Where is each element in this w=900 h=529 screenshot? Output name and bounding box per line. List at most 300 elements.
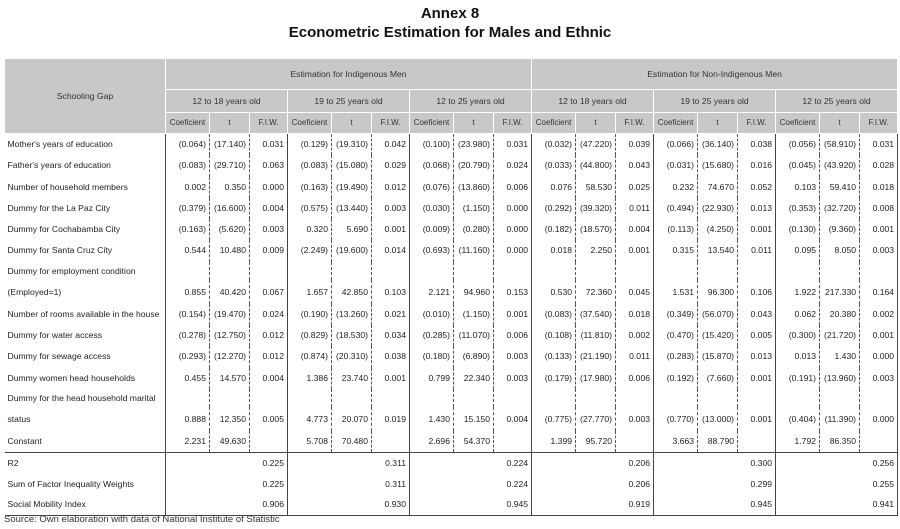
table-cell: (0.113) — [654, 219, 698, 240]
column-header-t: t — [576, 113, 616, 134]
stats-row — [5, 474, 898, 495]
table-row — [5, 262, 898, 280]
table-cell: (0.083) — [532, 304, 576, 325]
table-cell: 0.095 — [776, 240, 820, 261]
table-cell: (0.009) — [410, 219, 454, 240]
table-cell — [860, 389, 898, 407]
table-cell: 0.001 — [372, 219, 410, 240]
table-cell: 0.013 — [738, 198, 776, 219]
table-cell: 0.004 — [250, 198, 288, 219]
table-row — [5, 368, 898, 389]
table-cell: (13.000) — [698, 407, 738, 431]
table-cell — [332, 262, 372, 280]
table-cell: (11.160) — [454, 240, 494, 261]
table-cell: 59.410 — [820, 177, 860, 198]
table-cell: (11.810) — [576, 325, 616, 346]
row-label: status — [5, 407, 166, 431]
table-cell — [410, 262, 454, 280]
table-cell: (0.300) — [776, 325, 820, 346]
table-cell: (21.720) — [820, 325, 860, 346]
table-cell — [494, 389, 532, 407]
stat-value: 0.225 — [166, 474, 288, 495]
table-cell: (47.220) — [576, 134, 616, 156]
table-cell: 0.011 — [616, 346, 654, 367]
table-cell: 1.922 — [776, 280, 820, 304]
table-cell: 5.690 — [332, 219, 372, 240]
table-cell: 58.530 — [576, 177, 616, 198]
table-cell: 4.773 — [288, 407, 332, 431]
table-cell: (0.494) — [654, 198, 698, 219]
annex-subtitle: Econometric Estimation for Males and Ethnic — [288, 24, 612, 41]
table-cell: (20.790) — [454, 155, 494, 176]
table-cell: (1.150) — [454, 198, 494, 219]
table-cell: 20.380 — [820, 304, 860, 325]
table-cell — [776, 389, 820, 407]
table-cell: 0.003 — [616, 407, 654, 431]
table-cell: 0.025 — [616, 177, 654, 198]
table-cell: 0.021 — [372, 304, 410, 325]
stat-label: R2 — [5, 453, 166, 474]
table-cell: (0.163) — [288, 177, 332, 198]
table-cell: 13.540 — [698, 240, 738, 261]
table-cell: (17.980) — [576, 368, 616, 389]
table-cell: (0.770) — [654, 407, 698, 431]
table-cell: 0.530 — [532, 280, 576, 304]
table-cell: 0.031 — [860, 134, 898, 156]
table-cell: 8.050 — [820, 240, 860, 261]
table-cell: (13.860) — [454, 177, 494, 198]
column-header-fiw: F.I.W. — [738, 113, 776, 134]
table-row — [5, 134, 898, 156]
table-cell: (0.031) — [654, 155, 698, 176]
table-cell: (37.540) — [576, 304, 616, 325]
stat-value: 0.255 — [776, 474, 898, 495]
table-cell — [372, 262, 410, 280]
table-cell — [454, 389, 494, 407]
table-cell: 0.001 — [860, 219, 898, 240]
table-cell: (0.292) — [532, 198, 576, 219]
table-cell: (0.108) — [532, 325, 576, 346]
table-cell: 0.001 — [494, 304, 532, 325]
table-cell: 0.024 — [494, 155, 532, 176]
table-cell: (0.192) — [654, 368, 698, 389]
table-cell: (18.570) — [576, 219, 616, 240]
stat-value: 0.945 — [654, 494, 776, 515]
table-cell: (21.190) — [576, 346, 616, 367]
table-cell: 0.039 — [616, 134, 654, 156]
table-cell: (11.390) — [820, 407, 860, 431]
table-cell: 0.031 — [250, 134, 288, 156]
table-cell: (0.293) — [166, 346, 210, 367]
stat-value: 0.919 — [532, 494, 654, 515]
table-cell: 0.024 — [250, 304, 288, 325]
row-header-schooling-gap: Schooling Gap — [5, 59, 166, 134]
table-cell — [250, 262, 288, 280]
table-cell: (9.360) — [820, 219, 860, 240]
table-cell: (0.349) — [654, 304, 698, 325]
table-cell: (0.353) — [776, 198, 820, 219]
table-cell — [654, 389, 698, 407]
table-cell: 0.350 — [210, 177, 250, 198]
table-cell: 23.740 — [332, 368, 372, 389]
table-cell: (0.056) — [776, 134, 820, 156]
table-cell: 0.001 — [738, 368, 776, 389]
table-cell: (0.191) — [776, 368, 820, 389]
group-header-non-indigenous: Estimation for Non-Indigenous Men — [532, 59, 898, 90]
stat-label: Social Mobility Index — [5, 494, 166, 515]
table-cell: 0.011 — [738, 240, 776, 261]
table-row — [5, 280, 898, 304]
table-cell: (0.278) — [166, 325, 210, 346]
table-cell — [698, 389, 738, 407]
table-cell: (17.140) — [210, 134, 250, 156]
table-cell: 42.850 — [332, 280, 372, 304]
table-cell: (12.750) — [210, 325, 250, 346]
row-label: Number of rooms available in the house — [5, 304, 166, 325]
table-cell — [410, 389, 454, 407]
table-cell — [210, 262, 250, 280]
table-cell: (15.420) — [698, 325, 738, 346]
stat-value: 0.206 — [532, 453, 654, 474]
table-cell: 0.045 — [616, 280, 654, 304]
table-cell: (0.033) — [532, 155, 576, 176]
table-cell: 0.315 — [654, 240, 698, 261]
table-cell — [210, 389, 250, 407]
stat-value: 0.225 — [166, 453, 288, 474]
table-cell: 0.855 — [166, 280, 210, 304]
table-cell: 217.330 — [820, 280, 860, 304]
table-row — [5, 346, 898, 367]
column-header-coefficient: Coeficient — [532, 113, 576, 134]
table-cell: (6.890) — [454, 346, 494, 367]
table-cell: (0.404) — [776, 407, 820, 431]
table-cell: (0.283) — [654, 346, 698, 367]
table-cell: 0.001 — [738, 407, 776, 431]
row-label: Dummy for sewage access — [5, 346, 166, 367]
row-label: (Employed=1) — [5, 280, 166, 304]
stats-row — [5, 453, 898, 474]
table-cell: (0.133) — [532, 346, 576, 367]
table-cell — [576, 262, 616, 280]
table-cell: (2.249) — [288, 240, 332, 261]
table-cell: (0.100) — [410, 134, 454, 156]
table-cell: 0.012 — [372, 177, 410, 198]
table-row — [5, 304, 898, 325]
table-cell: 14.570 — [210, 368, 250, 389]
table-cell: 0.011 — [616, 198, 654, 219]
table-cell — [860, 431, 898, 453]
table-cell: 0.003 — [860, 240, 898, 261]
age-header: 12 to 18 years old — [166, 90, 288, 113]
row-label: Mother's years of education — [5, 134, 166, 156]
table-cell: 49.630 — [210, 431, 250, 453]
table-cell: (32.720) — [820, 198, 860, 219]
table-cell: 0.008 — [860, 198, 898, 219]
table-cell: (0.180) — [410, 346, 454, 367]
table-cell: (0.030) — [410, 198, 454, 219]
table-cell: (4.250) — [698, 219, 738, 240]
table-cell: 88.790 — [698, 431, 738, 453]
stat-value: 0.224 — [410, 453, 532, 474]
table-cell: 0.018 — [532, 240, 576, 261]
table-cell: 0.018 — [860, 177, 898, 198]
table-cell — [820, 389, 860, 407]
table-cell: (13.260) — [332, 304, 372, 325]
table-cell: 0.153 — [494, 280, 532, 304]
stat-value: 0.930 — [288, 494, 410, 515]
column-header-t: t — [454, 113, 494, 134]
table-cell — [166, 262, 210, 280]
table-cell: (0.083) — [288, 155, 332, 176]
table-cell — [532, 389, 576, 407]
table-cell: (22.930) — [698, 198, 738, 219]
table-cell: 0.034 — [372, 325, 410, 346]
table-cell: (0.280) — [454, 219, 494, 240]
table-cell: (0.182) — [532, 219, 576, 240]
table-cell: 10.480 — [210, 240, 250, 261]
table-cell — [288, 389, 332, 407]
table-cell: 0.001 — [860, 325, 898, 346]
table-cell — [654, 262, 698, 280]
table-cell — [738, 389, 776, 407]
table-cell: 0.000 — [860, 407, 898, 431]
table-cell: 0.042 — [372, 134, 410, 156]
table-cell: 0.028 — [860, 155, 898, 176]
table-cell: 0.103 — [776, 177, 820, 198]
table-cell: 0.003 — [250, 219, 288, 240]
table-cell: (19.470) — [210, 304, 250, 325]
table-cell: 0.002 — [166, 177, 210, 198]
table-cell: (11.070) — [454, 325, 494, 346]
table-cell: 2.696 — [410, 431, 454, 453]
stat-value: 0.206 — [532, 474, 654, 495]
table-cell — [372, 389, 410, 407]
table-cell: (12.270) — [210, 346, 250, 367]
table-cell: (36.140) — [698, 134, 738, 156]
stat-value: 0.300 — [654, 453, 776, 474]
age-header: 12 to 25 years old — [776, 90, 898, 113]
table-row — [5, 431, 898, 453]
table-cell: 0.000 — [250, 177, 288, 198]
table-cell: 0.062 — [776, 304, 820, 325]
table-cell: (58.910) — [820, 134, 860, 156]
table-cell: 22.340 — [454, 368, 494, 389]
table-cell: 0.103 — [372, 280, 410, 304]
table-cell: (0.010) — [410, 304, 454, 325]
table-cell: (0.076) — [410, 177, 454, 198]
table-cell — [738, 431, 776, 453]
stat-value: 0.941 — [776, 494, 898, 515]
table-cell: 96.300 — [698, 280, 738, 304]
stat-value: 0.945 — [410, 494, 532, 515]
table-cell: 70.480 — [332, 431, 372, 453]
table-cell: 1.386 — [288, 368, 332, 389]
column-header-t: t — [210, 113, 250, 134]
table-cell: 0.003 — [860, 368, 898, 389]
table-cell: 0.038 — [738, 134, 776, 156]
table-cell — [576, 389, 616, 407]
table-cell — [454, 262, 494, 280]
table-cell: (0.190) — [288, 304, 332, 325]
table-row — [5, 389, 898, 407]
row-label: Dummy for the La Paz City — [5, 198, 166, 219]
table-cell: 12.350 — [210, 407, 250, 431]
age-header: 12 to 18 years old — [532, 90, 654, 113]
table-cell: 54.370 — [454, 431, 494, 453]
stat-value: 0.299 — [654, 474, 776, 495]
table-cell: (13.960) — [820, 368, 860, 389]
table-cell: (20.310) — [332, 346, 372, 367]
table-cell: 0.164 — [860, 280, 898, 304]
row-label: Dummy women head households — [5, 368, 166, 389]
table-cell — [288, 262, 332, 280]
table-cell: 0.043 — [616, 155, 654, 176]
table-cell: 0.455 — [166, 368, 210, 389]
table-cell: 5.708 — [288, 431, 332, 453]
table-cell: (0.285) — [410, 325, 454, 346]
table-cell — [616, 431, 654, 453]
table-cell: 0.029 — [372, 155, 410, 176]
table-cell: (19.310) — [332, 134, 372, 156]
table-cell: 0.012 — [250, 325, 288, 346]
age-header: 12 to 25 years old — [410, 90, 532, 113]
table-cell: (0.129) — [288, 134, 332, 156]
column-header-t: t — [698, 113, 738, 134]
table-cell: 86.350 — [820, 431, 860, 453]
table-cell: 0.019 — [372, 407, 410, 431]
table-cell: 0.000 — [860, 346, 898, 367]
table-row — [5, 219, 898, 240]
table-cell: 95.720 — [576, 431, 616, 453]
table-row — [5, 155, 898, 176]
table-cell: (44.800) — [576, 155, 616, 176]
table-cell: 0.544 — [166, 240, 210, 261]
column-header-fiw: F.I.W. — [494, 113, 532, 134]
table-cell — [250, 431, 288, 453]
table-cell: 0.004 — [616, 219, 654, 240]
table-cell: (39.320) — [576, 198, 616, 219]
table-cell — [860, 262, 898, 280]
table-cell: 0.031 — [494, 134, 532, 156]
table-cell: (0.130) — [776, 219, 820, 240]
table-cell: 1.792 — [776, 431, 820, 453]
table-cell: 0.016 — [738, 155, 776, 176]
table-cell — [494, 431, 532, 453]
table-cell: 0.043 — [738, 304, 776, 325]
table-cell: 0.014 — [372, 240, 410, 261]
stat-value: 0.256 — [776, 453, 898, 474]
table-cell: 0.063 — [250, 155, 288, 176]
table-cell: 3.663 — [654, 431, 698, 453]
table-cell: 94.960 — [454, 280, 494, 304]
table-row — [5, 198, 898, 219]
table-cell — [776, 262, 820, 280]
table-cell: 72.360 — [576, 280, 616, 304]
table-cell — [698, 262, 738, 280]
table-cell: (0.575) — [288, 198, 332, 219]
table-cell: 0.013 — [738, 346, 776, 367]
column-header-coefficient: Coeficient — [410, 113, 454, 134]
table-cell: (18.530) — [332, 325, 372, 346]
row-label: Dummy for water access — [5, 325, 166, 346]
table-cell: (0.775) — [532, 407, 576, 431]
column-header-fiw: F.I.W. — [250, 113, 288, 134]
table-cell: 2.250 — [576, 240, 616, 261]
table-cell: (0.470) — [654, 325, 698, 346]
table-cell: (0.083) — [166, 155, 210, 176]
column-header-fiw: F.I.W. — [616, 113, 654, 134]
table-cell: 0.003 — [494, 368, 532, 389]
table-row — [5, 177, 898, 198]
age-header: 19 to 25 years old — [654, 90, 776, 113]
row-label: Father's years of education — [5, 155, 166, 176]
table-cell — [616, 389, 654, 407]
source-note: Source: Own elaboration with data of National Institute of Statistic — [4, 514, 280, 525]
row-label: Dummy for employment condition — [5, 262, 166, 280]
table-cell: 2.231 — [166, 431, 210, 453]
estimation-table — [4, 58, 898, 516]
row-label: Dummy for Santa Cruz City — [5, 240, 166, 261]
column-header-fiw: F.I.W. — [860, 113, 898, 134]
table-cell: 0.001 — [738, 219, 776, 240]
table-row — [5, 240, 898, 261]
table-cell: 20.070 — [332, 407, 372, 431]
table-cell: 74.670 — [698, 177, 738, 198]
table-cell: 0.003 — [372, 198, 410, 219]
row-label: Constant — [5, 431, 166, 453]
table-cell: 0.018 — [616, 304, 654, 325]
table-cell: 0.320 — [288, 219, 332, 240]
table-cell: (0.693) — [410, 240, 454, 261]
table-cell: 0.004 — [250, 368, 288, 389]
table-cell: 2.121 — [410, 280, 454, 304]
table-cell: 0.009 — [250, 240, 288, 261]
stat-label: Sum of Factor Inequality Weights — [5, 474, 166, 495]
table-cell: 0.006 — [616, 368, 654, 389]
table-cell: 0.005 — [738, 325, 776, 346]
table-cell: 1.430 — [410, 407, 454, 431]
table-row — [5, 325, 898, 346]
table-cell: 0.005 — [250, 407, 288, 431]
table-cell: 0.001 — [372, 368, 410, 389]
table-cell: (0.154) — [166, 304, 210, 325]
row-label: Dummy for the head household marital — [5, 389, 166, 407]
table-cell: (1.150) — [454, 304, 494, 325]
table-cell: 1.430 — [820, 346, 860, 367]
table-cell: 1.657 — [288, 280, 332, 304]
table-cell: 0.000 — [494, 198, 532, 219]
column-header-t: t — [332, 113, 372, 134]
table-cell: (16.600) — [210, 198, 250, 219]
table-cell: (0.163) — [166, 219, 210, 240]
stat-value: 0.311 — [288, 453, 410, 474]
table-cell — [532, 262, 576, 280]
stat-value: 0.311 — [288, 474, 410, 495]
table-cell: 0.052 — [738, 177, 776, 198]
table-cell: (29.710) — [210, 155, 250, 176]
table-cell: 0.001 — [616, 240, 654, 261]
column-header-coefficient: Coeficient — [288, 113, 332, 134]
column-header-coefficient: Coeficient — [654, 113, 698, 134]
column-header-coefficient: Coeficient — [776, 113, 820, 134]
table-cell: (27.770) — [576, 407, 616, 431]
table-cell: (7.660) — [698, 368, 738, 389]
table-cell — [820, 262, 860, 280]
table-cell: (0.066) — [654, 134, 698, 156]
table-cell: (23.980) — [454, 134, 494, 156]
table-cell: 1.531 — [654, 280, 698, 304]
table-cell: 0.106 — [738, 280, 776, 304]
